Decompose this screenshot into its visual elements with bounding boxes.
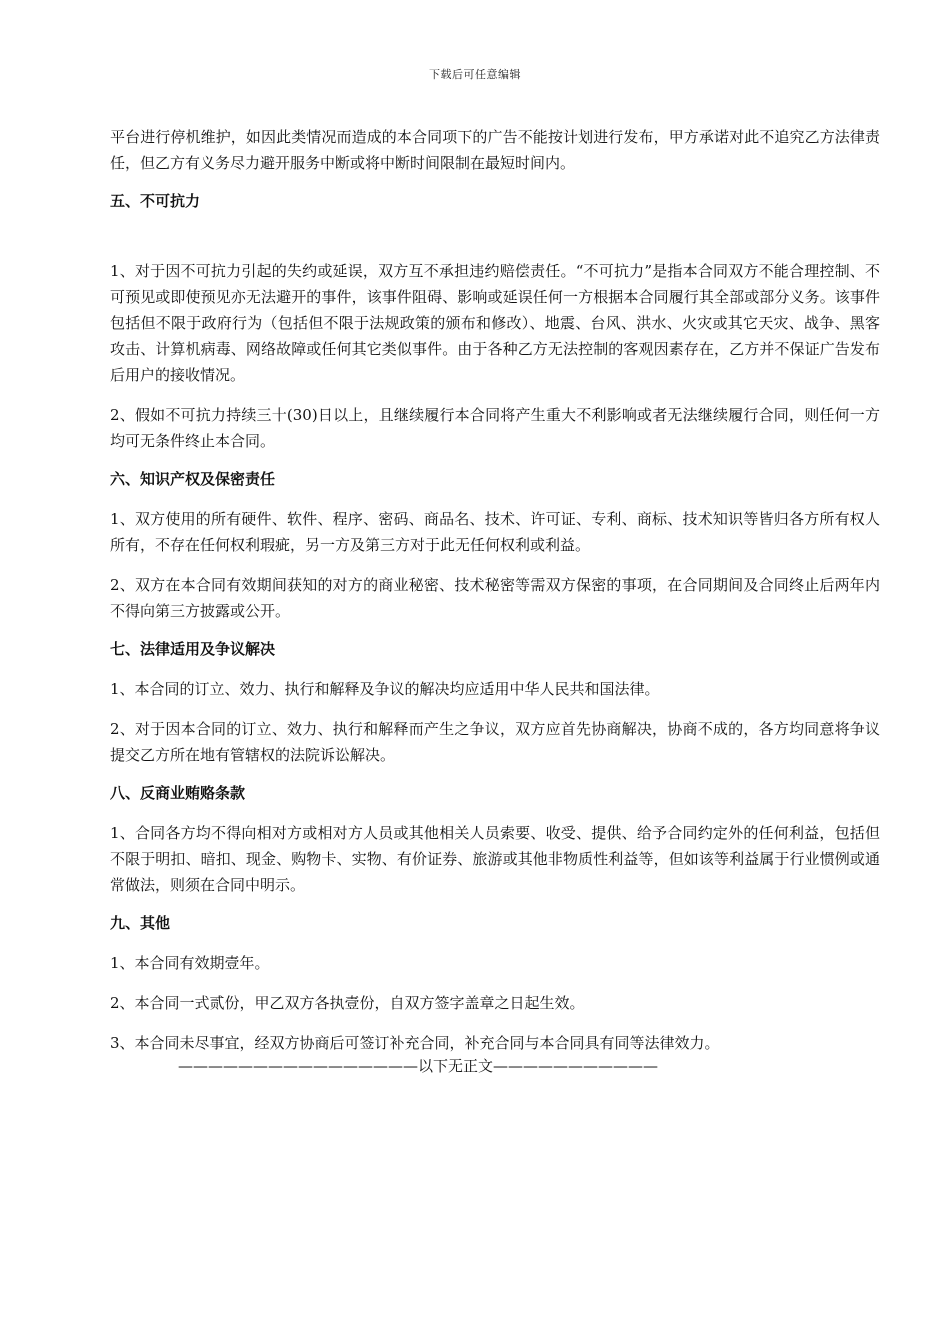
section-8-paragraph-1: 1、合同各方均不得向相对方或相对方人员或其他相关人员索要、收受、提供、给予合同约定外的任何利益，包括但不限于明扣、暗扣、现金、购物卡、实物、有价证券、旅游或其他非物质性利益等，但如该等利益属于行业惯例或通常做法，则须在合同中明示。	[110, 824, 880, 894]
page-header: 下载后可任意编辑	[429, 68, 521, 81]
section-9-paragraph-3: 3、本合同未尽事宜，经双方协商后可签订补充合同，补充合同与本合同具有同等法律效力。	[110, 1034, 720, 1052]
intro-paragraph: 平台进行停机维护，如因此类情况而造成的本合同项下的广告不能按计划进行发布，甲方承诺对此不追究乙方法律责任，但乙方有义务尽力避开服务中断或将中断时间限制在最短时间内。	[110, 128, 880, 172]
section-6-paragraph-1: 1、双方使用的所有硬件、软件、程序、密码、商品名、技术、许可证、专利、商标、技术知识等皆归各方所有权人所有，不存在任何权利瑕疵，另一方及第三方对于此无任何权利或利益。	[110, 510, 880, 554]
section-8-title: 八、反商业贿赂条款	[110, 784, 246, 802]
section-7-paragraph-2: 2、对于因本合同的订立、效力、执行和解释而产生之争议，双方应首先协商解决，协商不成的，各方均同意将争议提交乙方所在地有管辖权的法院诉讼解决。	[110, 720, 880, 764]
section-7-paragraph-1: 1、本合同的订立、效力、执行和解释及争议的解决均应适用中华人民共和国法律。	[110, 680, 660, 698]
section-9-title: 九、其他	[110, 914, 171, 932]
end-of-text-line: ————————————————以下无正文———————————	[178, 1057, 659, 1075]
section-5-title: 五、不可抗力	[110, 192, 201, 210]
section-9-paragraph-2: 2、本合同一式贰份，甲乙双方各执壹份，自双方签字盖章之日起生效。	[110, 994, 585, 1012]
document-body	[110, 124, 880, 1076]
section-6-paragraph-2: 2、双方在本合同有效期间获知的对方的商业秘密、技术秘密等需双方保密的事项，在合同期间及合同终止后两年内不得向第三方披露或公开。	[110, 576, 880, 620]
section-9-paragraph-1: 1、本合同有效期壹年。	[110, 954, 270, 972]
section-5-paragraph-2: 2、假如不可抗力持续三十(30)日以上，且继续履行本合同将产生重大不利影响或者无法继续履行合同，则任何一方均可无条件终止本合同。	[110, 406, 880, 450]
section-6-title: 六、知识产权及保密责任	[110, 470, 276, 488]
section-7-title: 七、法律适用及争议解决	[110, 640, 276, 658]
section-5-paragraph-1: 1、对于因不可抗力引起的失约或延误，双方互不承担违约赔偿责任。“不可抗力”是指本合同双方不能合理控制、不可预见或即使预见亦无法避开的事件，该事件阻碍、影响或延误任何一方根据本合同履行其全部或部分义务。该事件包括但不限于政府行为（包括但不限于法规政策的颁布和修改）、地震、台风、洪水、火灾或其它天灾、战争、黑客攻击、计算机病毒、网络故障或任何其它类似事件。由于各种乙方无法控制的客观因素存在，乙方并不保证广告发布后用户的接收情况。	[110, 262, 880, 384]
